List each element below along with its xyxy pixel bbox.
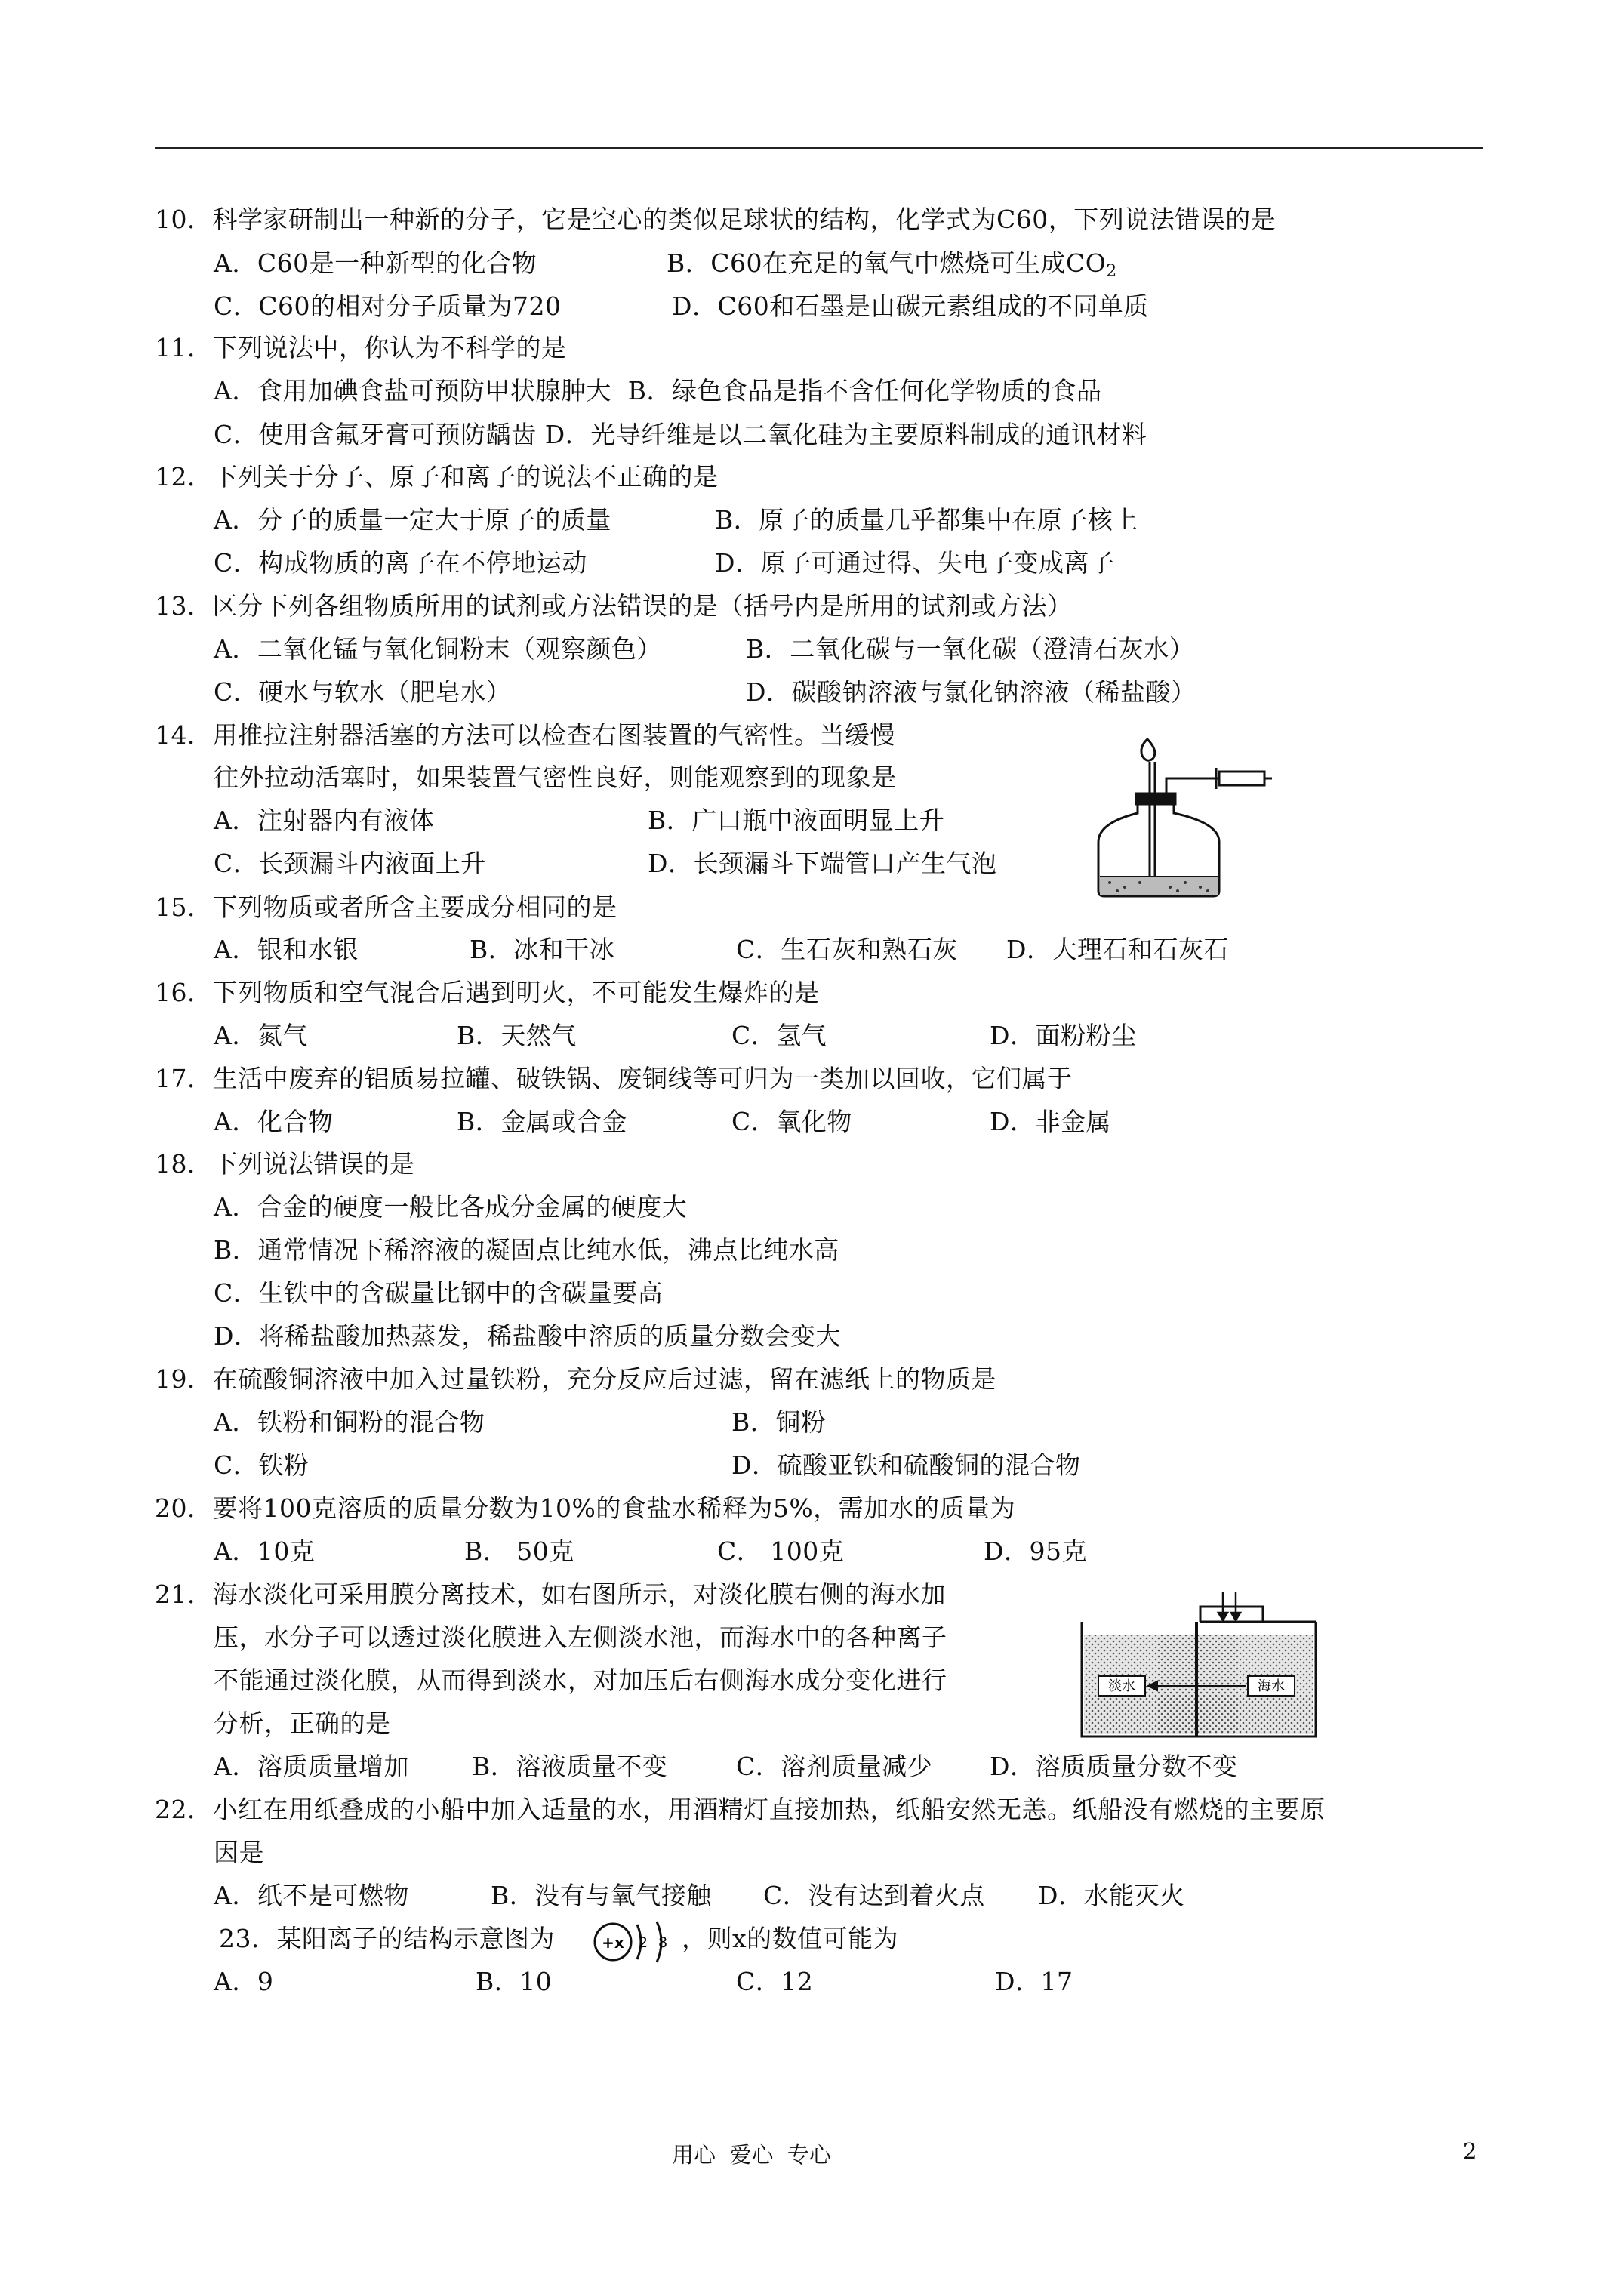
q12-option-c: C．构成物质的离子在不停地运动	[214, 548, 587, 578]
question-20: 20．要将100克溶质的质量分数为10%的食盐水稀释为5%，需加水的质量为	[155, 1493, 1016, 1523]
q17-option-c: C．氧化物	[731, 1107, 852, 1136]
q19-option-d: D．硫酸亚铁和硫酸铜的混合物	[731, 1450, 1081, 1480]
question-19: 19．在硫酸铜溶液中加入过量铁粉，充分反应后过滤，留在滤纸上的物质是	[155, 1364, 996, 1394]
q22-option-c: C．没有达到着火点	[763, 1881, 985, 1910]
q10-option-c: C．C60的相对分子质量为720	[214, 291, 562, 321]
q10-option-b	[667, 248, 1117, 287]
question-14-cont: 往外拉动活塞时，如果装置气密性良好，则能观察到的现象是	[214, 763, 897, 792]
q20-option-d: D．95克	[984, 1536, 1087, 1566]
q14-option-d: D．长颈漏斗下端管口产生气泡	[648, 849, 997, 878]
question-21-cont-1: 压，水分子可以透过淡化膜进入左侧淡水池，而海水中的各种离子	[214, 1623, 947, 1652]
q13-option-d: D．碳酸钠溶液与氯化钠溶液（稀盐酸）	[746, 677, 1196, 707]
q19-option-b: B．铜粉	[731, 1407, 827, 1437]
q10-option-b-text: B．C60在充足的氧气中燃烧可生成CO	[667, 248, 1107, 278]
question-21-cont-2: 不能通过淡化膜，从而得到淡水，对加压后右侧海水成分变化进行	[214, 1666, 947, 1695]
q12-option-a: A．分子的质量一定大于原子的质量	[214, 505, 611, 535]
question-14: 14．用推拉注射器活塞的方法可以检查右图装置的气密性。当缓慢	[155, 720, 895, 750]
ion-nucleus-label: +x	[602, 1934, 624, 1952]
sea-water-label: 海水	[1258, 1678, 1285, 1694]
q18-option-a: A．合金的硬度一般比各成分金属的硬度大	[214, 1192, 688, 1222]
q18-option-c: C．生铁中的含碳量比钢中的含碳量要高	[214, 1278, 664, 1308]
q23-option-c: C．12	[736, 1967, 814, 1996]
question-16: 16．下列物质和空气混合后遇到明火，不可能发生爆炸的是	[155, 978, 820, 1007]
q19-option-a: A．铁粉和铜粉的混合物	[214, 1407, 485, 1437]
q20-option-a: A．10克	[214, 1536, 316, 1566]
ion-shell2-count: 8	[658, 1934, 668, 1951]
question-13: 13．区分下列各组物质所用的试剂或方法错误的是（括号内是所用的试剂或方法）	[155, 591, 1073, 621]
q13-option-c: C．硬水与软水（肥皂水）	[214, 677, 512, 707]
q22-option-b: B．没有与氧气接触	[491, 1881, 712, 1910]
membrane-figure	[1076, 1592, 1321, 1743]
question-17: 17．生活中废弃的铝质易拉罐、破铁锅、废铜线等可归为一类加以回收，它们属于	[155, 1064, 1073, 1093]
question-18: 18．下列说法错误的是	[155, 1149, 415, 1179]
q14-option-b: B．广口瓶中液面明显上升	[648, 806, 945, 835]
subscript-2: 2	[1106, 262, 1117, 281]
q15-option-b: B．冰和干冰	[470, 935, 615, 964]
question-15: 15．下列物质或者所含主要成分相同的是	[155, 892, 617, 922]
q10-option-a: A．C60是一种新型的化合物	[214, 248, 537, 278]
question-21: 21．海水淡化可采用膜分离技术，如右图所示，对淡化膜右侧的海水加	[155, 1579, 946, 1609]
q14-option-c: C．长颈漏斗内液面上升	[214, 849, 486, 878]
q19-option-c: C．铁粉	[214, 1450, 310, 1480]
q17-option-a: A．化合物	[214, 1107, 334, 1136]
question-11: 11．下列说法中，你认为不科学的是	[155, 333, 567, 362]
q10-option-d: D．C60和石墨是由碳元素组成的不同单质	[672, 291, 1149, 321]
q23-option-d: D．17	[995, 1967, 1073, 1996]
header-rule	[155, 147, 1483, 149]
question-22: 22．小红在用纸叠成的小船中加入适量的水，用酒精灯直接加热，纸船安然无恙。纸船没有燃烧的主要原	[155, 1795, 1326, 1824]
q12-option-d: D．原子可通过得、失电子变成离子	[715, 548, 1115, 578]
ion-shell1-count: 2	[638, 1934, 648, 1951]
q16-option-b: B．天然气	[457, 1021, 577, 1050]
q21-option-d: D．溶质质量分数不变	[990, 1752, 1238, 1781]
q15-option-a: A．银和水银	[214, 935, 359, 964]
q23-option-a: A．9	[214, 1967, 274, 1996]
q23-option-b: B．10	[476, 1967, 553, 1996]
q13-option-a: A．二氧化锰与氧化铜粉末（观察颜色）	[214, 634, 662, 664]
question-12: 12．下列关于分子、原子和离子的说法不正确的是	[155, 462, 719, 492]
q16-option-d: D．面粉粉尘	[990, 1021, 1137, 1050]
ion-structure-diagram	[589, 1914, 679, 1967]
q11-options-cd: C．使用含氟牙膏可预防龋齿 D．光导纤维是以二氧化硅为主要原料制成的通讯材料	[214, 420, 1147, 449]
question-21-cont-3: 分析，正确的是	[214, 1709, 391, 1738]
q21-option-c: C．溶剂质量减少	[736, 1752, 933, 1781]
fresh-water-label: 淡水	[1108, 1678, 1135, 1694]
question-10: 10．科学家研制出一种新的分子，它是空心的类似足球状的结构，化学式为C60，下列说法错误的是	[155, 205, 1277, 234]
q16-option-a: A．氮气	[214, 1021, 308, 1050]
footer-motto: 用心 爱心 专心	[672, 2142, 831, 2168]
question-23: 23．某阳离子的结构示意图为	[219, 1924, 555, 1953]
q14-option-a: A．注射器内有液体	[214, 806, 435, 835]
q18-option-d: D．将稀盐酸加热蒸发，稀盐酸中溶质的质量分数会变大	[214, 1321, 841, 1351]
q20-option-b: B． 50克	[464, 1536, 574, 1566]
q17-option-b: B．金属或合金	[457, 1107, 627, 1136]
q15-option-c: C．生石灰和熟石灰	[736, 935, 958, 964]
q18-option-b: B．通常情况下稀溶液的凝固点比纯水低，沸点比纯水高	[214, 1235, 839, 1265]
q15-option-d: D．大理石和石灰石	[1006, 935, 1229, 964]
page-number: 2	[1463, 2138, 1477, 2164]
q22-option-a: A．纸不是可燃物	[214, 1881, 409, 1910]
q21-option-b: B．溶液质量不变	[472, 1752, 668, 1781]
q21-option-a: A．溶质质量增加	[214, 1752, 409, 1781]
q16-option-c: C．氢气	[731, 1021, 827, 1050]
q20-option-c: C． 100克	[717, 1536, 845, 1566]
question-23-cont: ，则x的数值可能为	[682, 1924, 899, 1953]
q12-option-b: B．原子的质量几乎都集中在原子核上	[715, 505, 1138, 535]
flask-syringe-figure	[1083, 729, 1272, 902]
question-22-cont: 因是	[214, 1838, 264, 1867]
q11-options-ab: A．食用加碘食盐可预防甲状腺肿大 B．绿色食品是指不含任何化学物质的食品	[214, 376, 1102, 405]
q22-option-d: D．水能灭火	[1038, 1881, 1185, 1910]
q17-option-d: D．非金属	[990, 1107, 1111, 1136]
q13-option-b: B．二氧化碳与一氧化碳（澄清石灰水）	[746, 634, 1195, 664]
